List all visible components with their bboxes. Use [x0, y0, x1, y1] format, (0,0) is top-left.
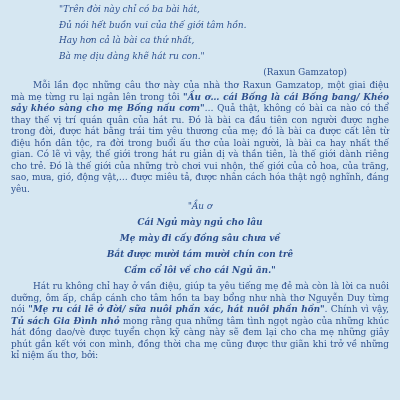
poem-line: Bà mẹ dịu dàng khẽ hát ru con."	[59, 51, 205, 62]
paragraph-text: mong rằng qua những tâm tình ngọt ngào của những khúc hát đồng dao/vè được tuyển chọn kỹ càng này sẽ đem lại cho cha mẹ những giây phút gắn kết với con mình, đồng thời cha mẹ cũng được thư giãn khi trở về những kỉ niệm ấu thơ, bởi:	[11, 316, 389, 361]
quoted-lullaby: "Ầu ơ… cái Bống là cái Bống bang/ Khéo sảy khéo sàng cho mẹ Bống nấu cơm"	[11, 92, 389, 114]
poem-line: Hay hơn cả là bài ca thứ nhất,	[59, 36, 195, 46]
paragraph-intro	[11, 81, 389, 196]
poem-author: (Raxun Gamzatop)	[263, 68, 347, 78]
lullaby-line: Bắt được mười tám mười chín con trê	[106, 250, 294, 260]
lullaby-poem	[11, 199, 389, 279]
lullaby-line: Cái Ngủ mày ngủ cho lâu	[137, 218, 263, 228]
poem-line: "Trên đời này chỉ có ba bài hát,	[59, 5, 200, 15]
paragraph-text: Mỗi lần đọc những câu thơ này của nhà thơ Raxun Gamzatop, một giai điệu mà mẹ từng ru lại ngân lên trong tôi	[11, 81, 389, 103]
quoted-verse: "Mẹ ru cái lẽ ở đời/ sữa nuôi phần xác, hát nuôi phần hồn"	[28, 305, 325, 315]
paragraph-closing	[11, 282, 389, 363]
book-title: Tủ sách Gia Đình nhỏ	[11, 316, 120, 327]
lullaby-line: Cầm cổ lôi về cho cái Ngủ ăn."	[124, 266, 276, 276]
paragraph-text: Hát ru không chỉ hay ở vần điệu, giúp ta yêu tiếng mẹ đẻ mà còn là lời ca nuôi dưỡng, ôm ấp, chắp cánh cho tâm hồn ta bay bổng như nhà thơ Nguyễn Duy từng nói	[11, 282, 389, 315]
opening-poem	[11, 3, 389, 65]
lullaby-line: Mẹ mày đi cấy đồng sâu chưa về	[119, 234, 281, 244]
lullaby-line: "Ầu ơ	[187, 202, 213, 212]
paragraph-text: … Quả thật, không có bài ca nào có thể thay thế vị trí quán quân của hát ru. Đó là bài ca đầu tiên con người được nghe trong đời, được hát bằng trái tim yêu thương của mẹ; đó là bài ca được cất lên từ điệu hồn dân tộc, ra đời trong buổi ấu thơ của loài người, là bài ca hay nhất thế gian. Có lẽ vì vậy, thế giới trong hát ru giản dị và thần tiên, là thế giới dành riêng cho trẻ. Đó là thế giới của những trò chơi vui nhộn, thế giới của cỏ hoa, của trăng, sao, mưa, gió, động vật,… được miêu tả, được nhân cách hóa thật ngộ nghĩnh, đáng yêu.	[11, 104, 389, 195]
poem-line: Đủ nói hết buồn vui của thế giới tâm hồn.	[59, 20, 247, 31]
paragraph-text: . Chính vì vậy,	[324, 305, 389, 315]
